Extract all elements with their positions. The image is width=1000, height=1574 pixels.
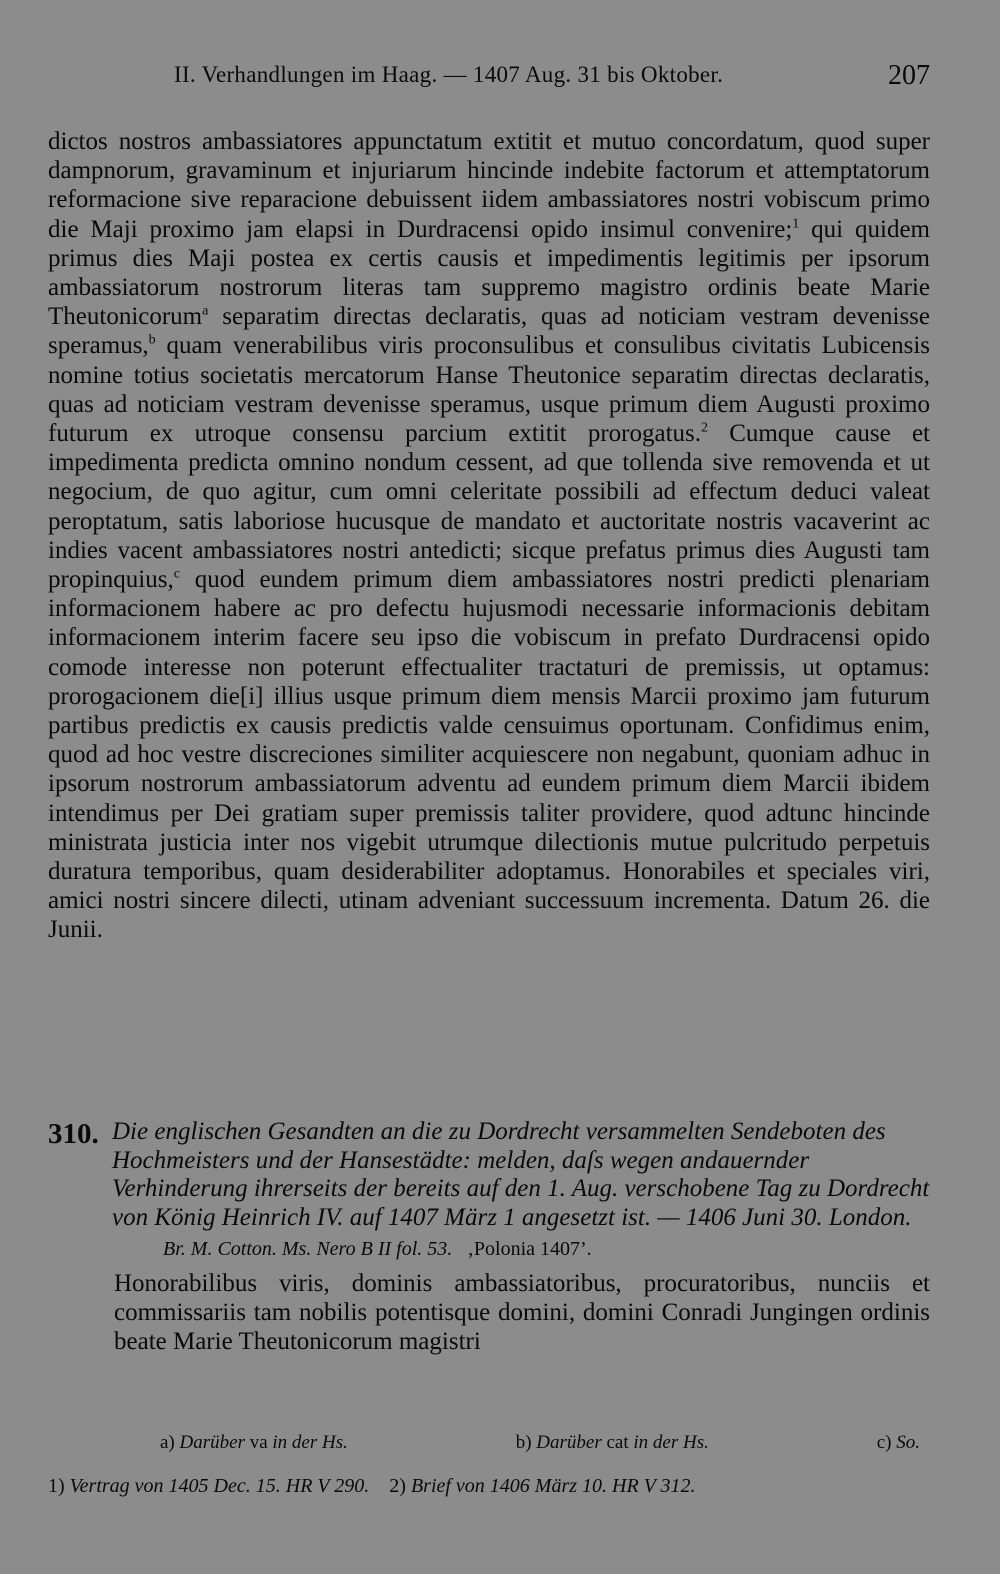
document-entry-310 (48, 1118, 930, 1356)
footnote-ref-1: 1 (792, 216, 800, 232)
source-reference (163, 1238, 930, 1261)
footnote-ref-b: b (148, 333, 156, 349)
footnote-text: Darüber (179, 1432, 245, 1453)
footnote-word: cat (606, 1432, 629, 1453)
footnote-ref-2: 2 (701, 420, 708, 436)
body-segment: separatim directas declaratis, quas ad noticiam vestram devenisse speramus, (48, 303, 930, 360)
letter-text: Honorabilibus viris, dominis ambassiatoribus, procuratoribus, nunciis et commissariis tam nobilis potentisque domini, domini Conradi Jungingen ordinis beate Marie Theutonicorum magistri (114, 1270, 930, 1355)
footnote-label: a) (160, 1432, 175, 1453)
body-segment: dictos nostros ambassiatores appunctatum extitit et mutuo concordatum, quod super dampnorum, gravaminum et injuriarum hincinde indebite factorum et attemptatorum reformacione sive reparacione debuissent iidem ambassiatores nostri vobiscum primo die Maji proximo jam elapsi in Durdracensi opido insimul convenire; (48, 128, 930, 243)
footnote-label: 2) (389, 1475, 406, 1497)
footnote-label: b) (515, 1432, 532, 1453)
manuscript-reference: Br. M. Cotton. Ms. Nero B II fol. 53. (163, 1238, 453, 1260)
footnote-b (516, 1432, 709, 1454)
footnote-label: 1) (48, 1475, 65, 1497)
body-segment: qui quidem primus dies Maji postea ex certis causis et impedimentis legitimis per ipsorum ambassiatorum nostrorum literas tam suppremo magistro ordinis beate Marie Theutonicorum (48, 215, 930, 331)
entry-summary: Die englischen Gesandten an die zu Dordrecht versammelten Sendeboten des Hochmeisters und der Hansestädte: melden, daſs wegen andauernder Verhinderung ihrerseits der bereits auf den 1. Aug. verschobene Tag zu Dordrecht von König Heinrich IV. auf 1407 März 1 angesetzt ist. — 1406 Juni 30. London. (112, 1118, 930, 1231)
footnote-text: in der Hs. (272, 1432, 348, 1453)
footnote-a (160, 1432, 348, 1454)
textual-footnotes (160, 1432, 920, 1454)
body-segment: quam venerabilibus viris proconsulibus et consulibus civitatis Lubicensis nomine totius societatis mercatorum Hanse Theutonice separatim directas declaratis, quas ad noticiam vestram devenisse speramus, usque primum diem Augusti proximo futurum ex utroque consensu parcium extitit prorogatus. (48, 332, 930, 448)
footnote-2: Brief von 1406 März 10. HR V 312. (410, 1475, 696, 1497)
running-head: II. Verhandlungen im Haag. — 1407 Aug. 31 bis Oktober. (174, 62, 724, 87)
footnote-text: So. (896, 1432, 920, 1453)
footnote-ref-c: c (173, 566, 180, 582)
page-header (48, 62, 930, 102)
footnote-ref-a: a (202, 303, 209, 319)
footnote-text: in der Hs. (633, 1432, 709, 1453)
body-segment: quod eundem primum diem ambassiatores nostri predicti plenariam informacionem habere ac pro defectu hujusmodi necessarie informacionis debitam informacionem interim facere seu ipso die vobiscum in prefato Durdracensi opido comode interesse non poterunt effectualiter tractaturi de premissis, ut optamus: prorogacionem die[i] illius usque primum diem mensis Marcii proximo jam futurum partibus predictis ex causis predictis valde censuimus oportunam. Confidimus enim, quod ad hoc vestre discreciones similiter acquiescere non negabunt, quoniam adhuc in ipsorum nostrorum ambassiatorum adventu ad eundem primum diem Marcii ibidem intendimus per Dei gratiam super premissis taliter providere, quod adtunc hincinde ministrata justicia inter nos vigebit utrumque dilectionis mutue pulcritudo perpetuis duratura temporibus, quam desiderabiliter adoptamus. Honorabiles et speciales viri, amici nostri sincere dilecti, utinam adveniant successuum incrementa. Datum 26. die Junii. (48, 566, 930, 944)
page-number: 207 (888, 60, 930, 91)
body-text (48, 127, 930, 945)
footnote-label: c) (876, 1432, 892, 1453)
footnote-word: va (249, 1432, 268, 1453)
source-note: ‚Polonia 1407’. (467, 1238, 592, 1260)
footnote-text: Darüber (536, 1432, 602, 1453)
entry-number: 310. (48, 1118, 99, 1150)
footnote-c (877, 1432, 920, 1454)
footnote-1: Vertrag von 1405 Dec. 15. HR V 290. (69, 1475, 370, 1497)
numbered-footnotes (48, 1473, 930, 1499)
body-segment: Cumque cause et impedimenta predicta omnino nondum cessent, ad que tollenda sive removenda et ut negocium, de quo agitur, cum omni celeritate possibili ad effectum deduci valeat peroptatum, satis laboriose hucusque de mandato et auctoritate nostris vacaverint ac indies vacent ambassiatores nostri antedicti; sicque prefatus primus dies Augusti tam propinquius, (48, 420, 930, 594)
